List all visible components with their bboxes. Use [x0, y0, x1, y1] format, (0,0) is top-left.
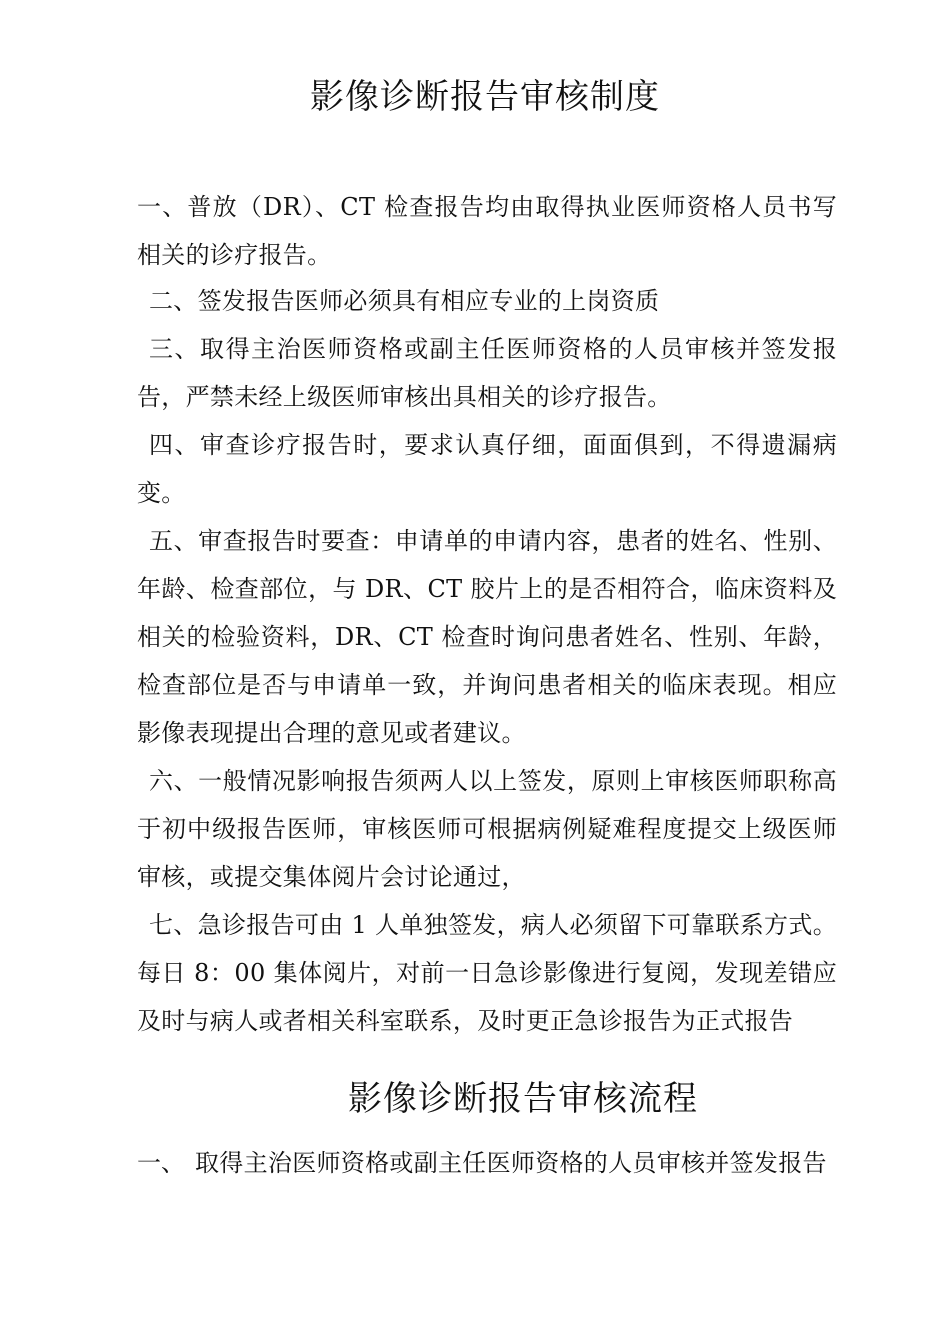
paragraph-7: 七、急诊报告可由 1 人单独签发，病人必须留下可靠联系方式。每日 8：00 集体阅片，对前一日急诊影像进行复阅，发现差错应及时与病人或者相关科室联系，及时更正急诊报告为正式报告 [137, 911, 837, 1035]
paragraph-2: 二、签发报告医师必须具有相应专业的上岗资质 [149, 287, 660, 315]
process-item-text: 取得主治医师资格或副主任医师资格的人员审核并签发报告 [195, 1149, 827, 1177]
document-title: 影像诊断报告审核制度 [310, 77, 660, 117]
paragraph-6: 六、一般情况影响报告须两人以上签发，原则上审核医师职称高于初中级报告医师，审核医师可根据病例疑难程度提交上级医师审核，或提交集体阅片会讨论通过， [137, 767, 837, 891]
process-item-number: 一、 [137, 1149, 185, 1177]
paragraph-5: 五、审查报告时要查：申请单的申请内容，患者的姓名、性别、年龄、检查部位，与 DR、CT 胶片上的是否相符合，临床资料及相关的检验资料，DR、CT 检查时询问患者姓名、性别、年龄，检查部位是否与申请单一致，并询问患者相关的临床表现。相应影像表现提出合理的意见或者建议。 [137, 527, 837, 747]
paragraph-1: 一、普放（DR）、CT 检查报告均由取得执业医师资格人员书写相关的诊疗报告。 [137, 193, 837, 269]
paragraph-3: 三、取得主治医师资格或副主任医师资格的人员审核并签发报告，严禁未经上级医师审核出具相关的诊疗报告。 [137, 335, 837, 411]
paragraph-4: 四、审查诊疗报告时，要求认真仔细，面面俱到，不得遗漏病变。 [137, 431, 837, 507]
process-title: 影像诊断报告审核流程 [348, 1079, 698, 1119]
